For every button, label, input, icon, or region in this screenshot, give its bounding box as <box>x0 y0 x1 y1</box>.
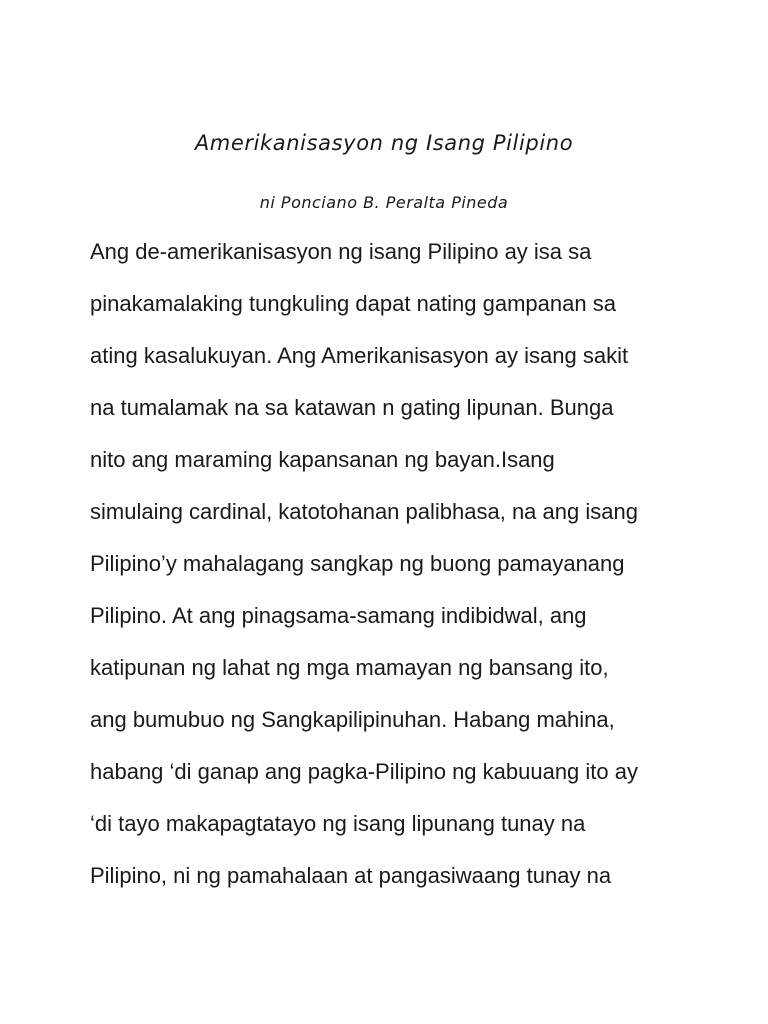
body-line: nito ang maraming kapansanan ng bayan.Isang <box>90 447 555 472</box>
document-author: ni Ponciano B. Peralta Pineda <box>259 193 509 212</box>
body-line: simulaing cardinal, katotohanan palibhasa, na ang isang <box>90 499 638 524</box>
body-line: Pilipino. At ang pinagsama-samang indibidwal, ang <box>90 603 587 628</box>
body-line: pinakamalaking tungkuling dapat nating gampanan sa <box>90 291 616 316</box>
body-line: na tumalamak na sa katawan n gating lipunan. Bunga <box>90 395 614 420</box>
body-line: ‘di tayo makapagtatayo ng isang lipunang tunay na <box>90 811 586 836</box>
document-body <box>90 230 710 906</box>
body-line: ang bumubuo ng Sangkapilipinuhan. Habang mahina, <box>90 707 615 732</box>
body-line: habang ‘di ganap ang pagka-Pilipino ng kabuuang ito ay <box>90 759 638 784</box>
body-line: ating kasalukuyan. Ang Amerikanisasyon ay isang sakit <box>90 343 629 368</box>
body-line: Pilipino’y mahalagang sangkap ng buong pamayanang <box>90 551 625 576</box>
document-title: Amerikanisasyon ng Isang Pilipino <box>194 131 574 155</box>
body-line: katipunan ng lahat ng mga mamayan ng bansang ito, <box>90 655 609 680</box>
body-line: Pilipino, ni ng pamahalaan at pangasiwaang tunay na <box>90 863 612 888</box>
body-line: Ang de-amerikanisasyon ng isang Pilipino ay isa sa <box>90 239 592 264</box>
